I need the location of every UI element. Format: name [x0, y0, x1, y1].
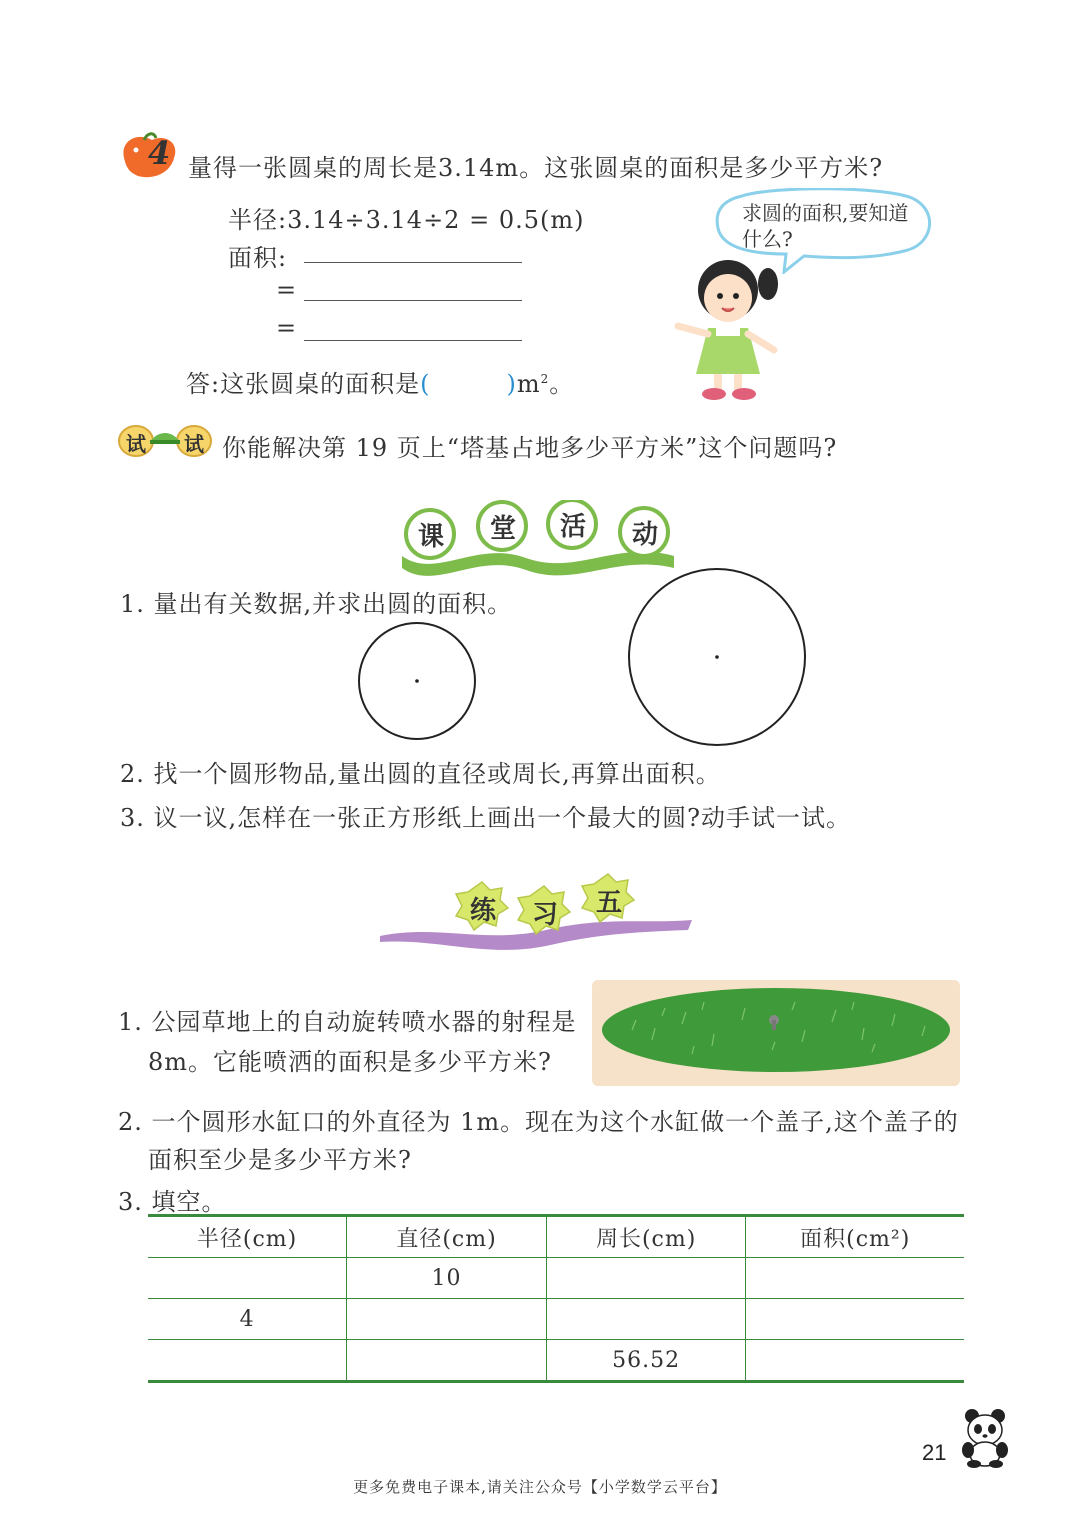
speech-text: 求圆的面积,要知道什么?	[742, 201, 909, 251]
table-cell[interactable]	[148, 1258, 347, 1299]
table-header-cell: 面积(cm²)	[746, 1216, 964, 1258]
footer-note: 更多免费电子课本,请关注公众号【小学数学云平台】	[353, 1478, 727, 1496]
exercise-q1-line2: 8m。它能喷洒的面积是多少平方米?	[148, 1048, 552, 1076]
try-it-badge-left: 试	[126, 432, 146, 456]
exercise-title-char: 练	[469, 896, 496, 926]
page-number: 21	[922, 1440, 947, 1465]
table-cell[interactable]: 4	[148, 1299, 347, 1340]
table-header-cell: 周长(cm)	[546, 1216, 746, 1258]
table-header-cell: 直径(cm)	[347, 1216, 547, 1258]
answer-sentence	[186, 364, 574, 399]
table-cell[interactable]	[746, 1299, 964, 1340]
equals-sign: =	[276, 314, 298, 342]
table-cell[interactable]	[148, 1340, 347, 1382]
answer-blank-2[interactable]	[304, 300, 522, 301]
answer-prefix: 答:这张圆桌的面积是	[186, 370, 421, 398]
answer-open-paren: (	[420, 370, 431, 398]
fill-in-table	[148, 1214, 964, 1383]
table-cell[interactable]	[347, 1340, 547, 1382]
area-label: 面积:	[228, 244, 288, 272]
table-cell[interactable]: 10	[347, 1258, 547, 1299]
small-circle	[356, 620, 478, 742]
answer-unit-exponent: 2	[540, 372, 550, 386]
equals-sign: =	[276, 276, 298, 304]
exercise-q1-line1: 1. 公园草地上的自动旋转喷水器的射程是	[118, 1008, 577, 1036]
exercise-q2-line1: 2. 一个圆形水缸口的外直径为 1m。现在为这个水缸做一个盖子,这个盖子的	[118, 1108, 959, 1136]
table-cell[interactable]	[546, 1299, 746, 1340]
activity-item-3: 3. 议一议,怎样在一张正方形纸上画出一个最大的圆?动手试一试。	[120, 804, 852, 832]
table-cell[interactable]	[546, 1258, 746, 1299]
table-header-cell: 半径(cm)	[148, 1216, 347, 1258]
table-cell[interactable]: 56.52	[546, 1340, 746, 1382]
example-question: 量得一张圆桌的周长是3.14m。这张圆桌的面积是多少平方米?	[188, 154, 884, 182]
radius-line: 半径:3.14÷3.14÷2 = 0.5(m)	[228, 206, 585, 234]
activity-title-char: 活	[559, 512, 586, 542]
exercise-title-char: 五	[595, 888, 622, 918]
girl-illustration	[672, 250, 784, 402]
exercise-title-char: 习	[531, 900, 558, 930]
answer-blank-1[interactable]	[304, 262, 522, 263]
table-cell[interactable]	[347, 1299, 547, 1340]
activity-title-char: 堂	[489, 514, 516, 544]
table-cell[interactable]	[746, 1340, 964, 1382]
exercise-q2-line2: 面积至少是多少平方米?	[148, 1146, 412, 1174]
activity-item-1: 1. 量出有关数据,并求出圆的面积。	[120, 590, 513, 618]
answer-end: 。	[549, 370, 575, 398]
table-row	[148, 1340, 964, 1382]
activity-title-char: 动	[631, 520, 658, 550]
answer-close-paren: )	[506, 370, 517, 398]
activity-title-char: 课	[417, 522, 444, 552]
table-row	[148, 1258, 964, 1299]
table-header-row	[148, 1216, 964, 1258]
try-it-text: 你能解决第 19 页上“塔基占地多少平方米”这个问题吗?	[222, 434, 838, 462]
try-it-badge-right: 试	[184, 432, 204, 456]
answer-blank-3[interactable]	[304, 340, 522, 341]
table-row	[148, 1299, 964, 1340]
answer-unit: m	[516, 370, 541, 398]
activity-item-2: 2. 找一个圆形物品,量出圆的直径或周长,再算出面积。	[120, 760, 721, 788]
panda-icon	[958, 1408, 1012, 1468]
example-number: 4	[148, 134, 171, 172]
exercise-q3: 3. 填空。	[118, 1188, 227, 1216]
lawn-sprinkler-illustration	[592, 980, 960, 1086]
table-cell[interactable]	[746, 1258, 964, 1299]
large-circle	[626, 566, 808, 748]
